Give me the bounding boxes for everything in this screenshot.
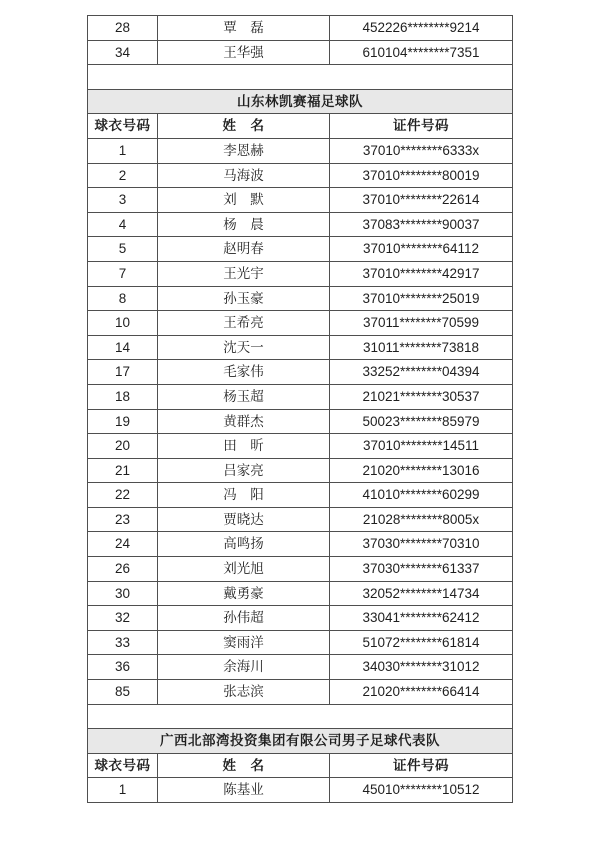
player-name-cell: 戴勇豪 (158, 581, 330, 606)
table-row (88, 557, 513, 582)
player-name-cell: 田 昕 (158, 434, 330, 459)
id-number-cell: 37030********70310 (330, 532, 513, 557)
jersey-number-cell: 8 (88, 286, 158, 311)
player-name-cell: 王光宇 (158, 261, 330, 286)
table-row (88, 606, 513, 631)
jersey-number-cell: 36 (88, 655, 158, 680)
jersey-number-cell: 23 (88, 507, 158, 532)
table-row (88, 138, 513, 163)
table-row (88, 360, 513, 385)
table-row (88, 409, 513, 434)
player-name-cell: 杨玉超 (158, 384, 330, 409)
table-row (88, 188, 513, 213)
player-name-cell: 余海川 (158, 655, 330, 680)
player-name-cell: 孙玉豪 (158, 286, 330, 311)
table-row (88, 40, 513, 65)
jersey-number-cell: 18 (88, 384, 158, 409)
id-number-cell: 21021********30537 (330, 384, 513, 409)
jersey-number-cell: 17 (88, 360, 158, 385)
id-number-cell: 37010********6333x (330, 138, 513, 163)
jersey-number-cell: 32 (88, 606, 158, 631)
spacer-row (88, 65, 513, 90)
team-header-row (88, 729, 513, 754)
column-header-row (88, 753, 513, 778)
table-row (88, 311, 513, 336)
jersey-number-cell: 28 (88, 16, 158, 41)
id-number-cell: 37010********42917 (330, 261, 513, 286)
table-row (88, 434, 513, 459)
jersey-number-cell: 26 (88, 557, 158, 582)
table-row (88, 655, 513, 680)
player-name-cell: 冯 阳 (158, 483, 330, 508)
jersey-number-cell: 4 (88, 212, 158, 237)
jersey-number-cell: 21 (88, 458, 158, 483)
id-number-cell: 37010********64112 (330, 237, 513, 262)
column-header-name: 姓 名 (158, 114, 330, 139)
jersey-number-cell: 5 (88, 237, 158, 262)
player-name-cell: 杨 晨 (158, 212, 330, 237)
table-row (88, 384, 513, 409)
jersey-number-cell: 1 (88, 778, 158, 803)
player-name-cell: 覃 磊 (158, 16, 330, 41)
player-name-cell: 王华强 (158, 40, 330, 65)
jersey-number-cell: 7 (88, 261, 158, 286)
id-number-cell: 33041********62412 (330, 606, 513, 631)
jersey-number-cell: 1 (88, 138, 158, 163)
jersey-number-cell: 24 (88, 532, 158, 557)
player-name-cell: 刘光旭 (158, 557, 330, 582)
jersey-number-cell: 3 (88, 188, 158, 213)
id-number-cell: 37010********25019 (330, 286, 513, 311)
player-name-cell: 刘 默 (158, 188, 330, 213)
player-name-cell: 孙伟超 (158, 606, 330, 631)
team-header-row (88, 89, 513, 114)
column-header-row (88, 114, 513, 139)
jersey-number-cell: 30 (88, 581, 158, 606)
column-header-id: 证件号码 (330, 753, 513, 778)
id-number-cell: 37010********14511 (330, 434, 513, 459)
id-number-cell: 21020********66414 (330, 680, 513, 705)
table-row (88, 507, 513, 532)
player-name-cell: 马海波 (158, 163, 330, 188)
player-name-cell: 王希亮 (158, 311, 330, 336)
player-name-cell: 李恩赫 (158, 138, 330, 163)
column-header-jersey: 球衣号码 (88, 114, 158, 139)
id-number-cell: 41010********60299 (330, 483, 513, 508)
id-number-cell: 50023********85979 (330, 409, 513, 434)
table-row (88, 261, 513, 286)
id-number-cell: 37083********90037 (330, 212, 513, 237)
roster-table (87, 15, 513, 803)
table-row (88, 16, 513, 41)
team-name: 山东林凯赛福足球队 (88, 89, 513, 114)
jersey-number-cell: 85 (88, 680, 158, 705)
id-number-cell: 21020********13016 (330, 458, 513, 483)
table-row (88, 581, 513, 606)
id-number-cell: 37010********80019 (330, 163, 513, 188)
player-name-cell: 赵明春 (158, 237, 330, 262)
id-number-cell: 45010********10512 (330, 778, 513, 803)
jersey-number-cell: 19 (88, 409, 158, 434)
player-name-cell: 吕家亮 (158, 458, 330, 483)
jersey-number-cell: 20 (88, 434, 158, 459)
jersey-number-cell: 2 (88, 163, 158, 188)
table-row (88, 483, 513, 508)
jersey-number-cell: 33 (88, 630, 158, 655)
table-row (88, 630, 513, 655)
id-number-cell: 21028********8005x (330, 507, 513, 532)
player-name-cell: 窦雨洋 (158, 630, 330, 655)
jersey-number-cell: 10 (88, 311, 158, 336)
id-number-cell: 37010********22614 (330, 188, 513, 213)
table-row (88, 237, 513, 262)
id-number-cell: 452226********9214 (330, 16, 513, 41)
id-number-cell: 32052********14734 (330, 581, 513, 606)
table-row (88, 532, 513, 557)
id-number-cell: 31011********73818 (330, 335, 513, 360)
player-name-cell: 高鸣扬 (158, 532, 330, 557)
id-number-cell: 610104********7351 (330, 40, 513, 65)
jersey-number-cell: 14 (88, 335, 158, 360)
player-name-cell: 贾晓达 (158, 507, 330, 532)
table-row (88, 680, 513, 705)
player-name-cell: 黄群杰 (158, 409, 330, 434)
spacer-row (88, 704, 513, 729)
table-row (88, 286, 513, 311)
table-row (88, 778, 513, 803)
id-number-cell: 33252********04394 (330, 360, 513, 385)
id-number-cell: 37030********61337 (330, 557, 513, 582)
id-number-cell: 37011********70599 (330, 311, 513, 336)
id-number-cell: 34030********31012 (330, 655, 513, 680)
table-row (88, 212, 513, 237)
column-header-name: 姓 名 (158, 753, 330, 778)
table-row (88, 163, 513, 188)
player-name-cell: 张志滨 (158, 680, 330, 705)
player-name-cell: 陈基业 (158, 778, 330, 803)
jersey-number-cell: 34 (88, 40, 158, 65)
team-name: 广西北部湾投资集团有限公司男子足球代表队 (88, 729, 513, 754)
jersey-number-cell: 22 (88, 483, 158, 508)
player-name-cell: 毛家伟 (158, 360, 330, 385)
column-header-jersey: 球衣号码 (88, 753, 158, 778)
column-header-id: 证件号码 (330, 114, 513, 139)
id-number-cell: 51072********61814 (330, 630, 513, 655)
table-row (88, 458, 513, 483)
table-row (88, 335, 513, 360)
player-name-cell: 沈天一 (158, 335, 330, 360)
